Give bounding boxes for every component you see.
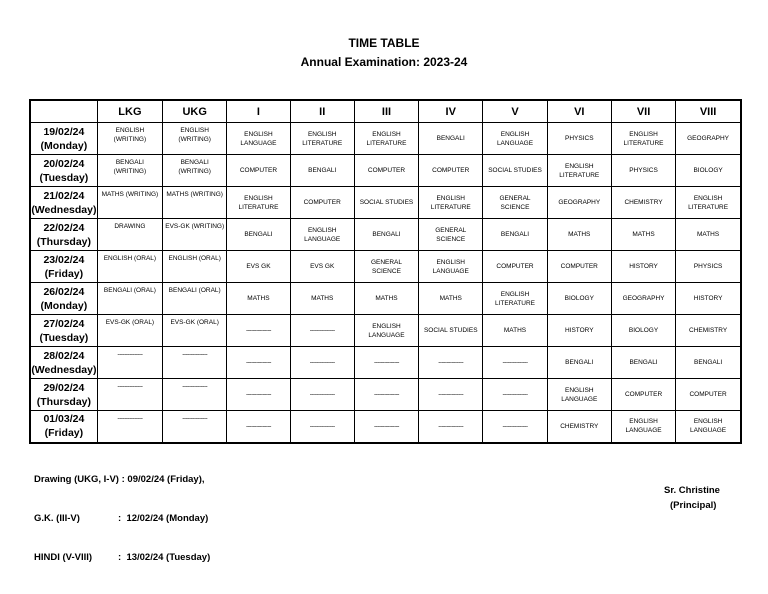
table-row — [30, 251, 741, 283]
subject-cell: BENGALI — [354, 219, 418, 251]
note-line — [34, 552, 210, 569]
subject-cell: --------------- — [227, 315, 290, 347]
subject-cell: ENGLISH LANGUAGE — [676, 411, 741, 443]
date-cell — [30, 251, 97, 283]
subject-cell: --------------- — [163, 411, 227, 443]
class-header: V — [483, 100, 547, 123]
exam-day: (Wednesday) — [31, 363, 97, 376]
date-cell — [30, 379, 97, 411]
table-row — [30, 315, 741, 347]
subject-cell: ENGLISH LITERATURE — [676, 187, 741, 219]
subject-cell: --------------- — [97, 411, 162, 443]
subject-cell: MATHS (WRITING) — [163, 187, 227, 219]
subject-cell: GENERAL SCIENCE — [419, 219, 483, 251]
exam-date: 28/02/24 — [43, 349, 85, 362]
exam-day: (Friday) — [44, 427, 84, 440]
subject-cell: ENGLISH LANGUAGE — [419, 251, 483, 283]
exam-date: 01/03/24 — [43, 413, 85, 426]
header-corner — [30, 100, 97, 123]
subject-cell: GEOGRAPHY — [676, 123, 741, 155]
subject-cell: CHEMISTRY — [547, 411, 611, 443]
subject-cell: GEOGRAPHY — [547, 187, 611, 219]
subject-cell: BENGALI — [290, 155, 354, 187]
subject-cell: --------------- — [419, 379, 483, 411]
exam-day: (Tuesday) — [39, 171, 89, 184]
subject-cell: ENGLISH LANGUAGE — [227, 123, 290, 155]
table-row — [30, 219, 741, 251]
subject-cell: ENGLISH (WRITING) — [163, 123, 227, 155]
exam-day: (Tuesday) — [39, 331, 89, 344]
subject-cell: COMPUTER — [547, 251, 611, 283]
table-row — [30, 123, 741, 155]
subject-cell: ENGLISH LANGUAGE — [290, 219, 354, 251]
subject-cell: --------------- — [290, 347, 354, 379]
note-value: : 13/02/24 (Tuesday) — [118, 552, 211, 563]
date-cell — [30, 283, 97, 315]
timetable — [29, 99, 742, 444]
subject-cell: MATHS — [676, 219, 741, 251]
date-cell — [30, 123, 97, 155]
subject-cell: --------------- — [97, 347, 162, 379]
subject-cell: MATHS — [611, 219, 675, 251]
date-cell — [30, 347, 97, 379]
subject-cell: MATHS — [419, 283, 483, 315]
subject-cell: BENGALI — [483, 219, 547, 251]
class-header: LKG — [97, 100, 162, 123]
subject-cell: --------------- — [290, 411, 354, 443]
table-row — [30, 283, 741, 315]
table-row — [30, 347, 741, 379]
date-cell — [30, 219, 97, 251]
subject-cell: ENGLISH LITERATURE — [483, 283, 547, 315]
subject-cell: --------------- — [163, 347, 227, 379]
subject-cell: ENGLISH LANGUAGE — [354, 315, 418, 347]
subject-cell: BENGALI — [676, 347, 741, 379]
subject-cell: COMPUTER — [611, 379, 675, 411]
page-subtitle: Annual Examination: 2023-24 — [300, 55, 468, 69]
subject-cell: --------------- — [290, 315, 354, 347]
subject-cell: BIOLOGY — [611, 315, 675, 347]
subject-cell: ENGLISH LITERATURE — [354, 123, 418, 155]
subject-cell: HISTORY — [547, 315, 611, 347]
subject-cell: MATHS — [547, 219, 611, 251]
subject-cell: --------------- — [354, 379, 418, 411]
subject-cell: PHYSICS — [547, 123, 611, 155]
table-row — [30, 411, 741, 443]
subject-cell: BENGALI (WRITING) — [97, 155, 162, 187]
subject-cell: MATHS (WRITING) — [97, 187, 162, 219]
subject-cell: ENGLISH LANGUAGE — [611, 411, 675, 443]
exam-day: (Friday) — [44, 267, 84, 280]
class-header: UKG — [163, 100, 227, 123]
exam-date: 22/02/24 — [43, 221, 85, 234]
subject-cell: BIOLOGY — [676, 155, 741, 187]
subject-cell: BENGALI (WRITING) — [163, 155, 227, 187]
subject-cell: COMPUTER — [290, 187, 354, 219]
subject-cell: BENGALI — [227, 219, 290, 251]
header-row — [30, 100, 741, 123]
exam-date: 26/02/24 — [43, 285, 85, 298]
note-line — [34, 474, 210, 491]
exam-date: 27/02/24 — [43, 317, 85, 330]
class-header: VI — [547, 100, 611, 123]
subject-cell: --------------- — [419, 411, 483, 443]
exam-date: 23/02/24 — [43, 253, 85, 266]
date-cell — [30, 411, 97, 443]
subject-cell: SOCIAL STUDIES — [483, 155, 547, 187]
subject-cell: HISTORY — [611, 251, 675, 283]
exam-day: (Monday) — [40, 299, 88, 312]
subject-cell: BENGALI (ORAL) — [97, 283, 162, 315]
subject-cell: EVS-GK (ORAL) — [97, 315, 162, 347]
date-cell — [30, 187, 97, 219]
subject-cell: BIOLOGY — [547, 283, 611, 315]
subject-cell: COMPUTER — [483, 251, 547, 283]
note-line — [34, 513, 210, 530]
class-header: VIII — [676, 100, 741, 123]
subject-cell: ENGLISH LITERATURE — [611, 123, 675, 155]
subject-cell: SOCIAL STUDIES — [419, 315, 483, 347]
subject-cell: PHYSICS — [676, 251, 741, 283]
subject-cell: ENGLISH LITERATURE — [227, 187, 290, 219]
subject-cell: EVS-GK (WRITING) — [163, 219, 227, 251]
exam-date: 29/02/24 — [43, 381, 85, 394]
subject-cell: EVS GK — [227, 251, 290, 283]
subject-cell: ENGLISH (ORAL) — [97, 251, 162, 283]
exam-date: 20/02/24 — [43, 157, 85, 170]
subject-cell: GEOGRAPHY — [611, 283, 675, 315]
subject-cell: COMPUTER — [227, 155, 290, 187]
date-cell — [30, 155, 97, 187]
exam-date: 19/02/24 — [43, 125, 85, 138]
subject-cell: GENERAL SCIENCE — [483, 187, 547, 219]
note-label: G.K. (III-V) — [34, 513, 80, 524]
exam-day: (Thursday) — [36, 235, 92, 248]
class-header: IV — [419, 100, 483, 123]
subject-cell: --------------- — [97, 379, 162, 411]
subject-cell: ENGLISH LITERATURE — [547, 155, 611, 187]
subject-cell: --------------- — [419, 347, 483, 379]
subject-cell: --------------- — [290, 379, 354, 411]
subject-cell: BENGALI — [547, 347, 611, 379]
subject-cell: --------------- — [227, 347, 290, 379]
subject-cell: ENGLISH LITERATURE — [290, 123, 354, 155]
subject-cell: CHEMISTRY — [611, 187, 675, 219]
subject-cell: --------------- — [354, 411, 418, 443]
table-row — [30, 379, 741, 411]
subject-cell: ENGLISH LITERATURE — [419, 187, 483, 219]
subject-cell: --------------- — [483, 347, 547, 379]
subject-cell: SOCIAL STUDIES — [354, 187, 418, 219]
signature-name: Sr. Christine — [664, 485, 720, 496]
note-value: 09/02/24 (Friday), — [127, 474, 205, 485]
subject-cell: --------------- — [483, 411, 547, 443]
subject-cell: COMPUTER — [676, 379, 741, 411]
subject-cell: --------------- — [354, 347, 418, 379]
subject-cell: HISTORY — [676, 283, 741, 315]
class-header: I — [227, 100, 290, 123]
class-header: II — [290, 100, 354, 123]
note-label: Drawing (UKG, I-V) : — [34, 474, 125, 485]
subject-cell: MATHS — [354, 283, 418, 315]
subject-cell: EVS GK — [290, 251, 354, 283]
note-label: HINDI (V-VIII) — [34, 552, 93, 563]
subject-cell: --------------- — [227, 379, 290, 411]
exam-date: 21/02/24 — [43, 189, 85, 202]
subject-cell: EVS-GK (ORAL) — [163, 315, 227, 347]
table-row — [30, 187, 741, 219]
exam-day: (Monday) — [40, 139, 88, 152]
subject-cell: --------------- — [227, 411, 290, 443]
subject-cell: ENGLISH (WRITING) — [97, 123, 162, 155]
subject-cell: BENGALI — [611, 347, 675, 379]
subject-cell: COMPUTER — [419, 155, 483, 187]
signature-role: (Principal) — [670, 500, 717, 511]
subject-cell: CHEMISTRY — [676, 315, 741, 347]
subject-cell: ENGLISH LANGUAGE — [547, 379, 611, 411]
subject-cell: MATHS — [483, 315, 547, 347]
notes-block — [34, 452, 210, 580]
subject-cell: --------------- — [483, 379, 547, 411]
subject-cell: MATHS — [227, 283, 290, 315]
page-title: TIME TABLE — [348, 36, 420, 50]
subject-cell: --------------- — [163, 379, 227, 411]
subject-cell: BENGALI — [419, 123, 483, 155]
subject-cell: COMPUTER — [354, 155, 418, 187]
note-value: : 12/02/24 (Monday) — [118, 513, 209, 524]
subject-cell: DRAWING — [97, 219, 162, 251]
subject-cell: GENERAL SCIENCE — [354, 251, 418, 283]
table-row — [30, 155, 741, 187]
subject-cell: ENGLISH (ORAL) — [163, 251, 227, 283]
class-header: VII — [611, 100, 675, 123]
subject-cell: ENGLISH LANGUAGE — [483, 123, 547, 155]
exam-day: (Wednesday) — [31, 203, 97, 216]
date-cell — [30, 315, 97, 347]
class-header: III — [354, 100, 418, 123]
subject-cell: MATHS — [290, 283, 354, 315]
subject-cell: PHYSICS — [611, 155, 675, 187]
exam-day: (Thursday) — [36, 395, 92, 408]
subject-cell: BENGALI (ORAL) — [163, 283, 227, 315]
